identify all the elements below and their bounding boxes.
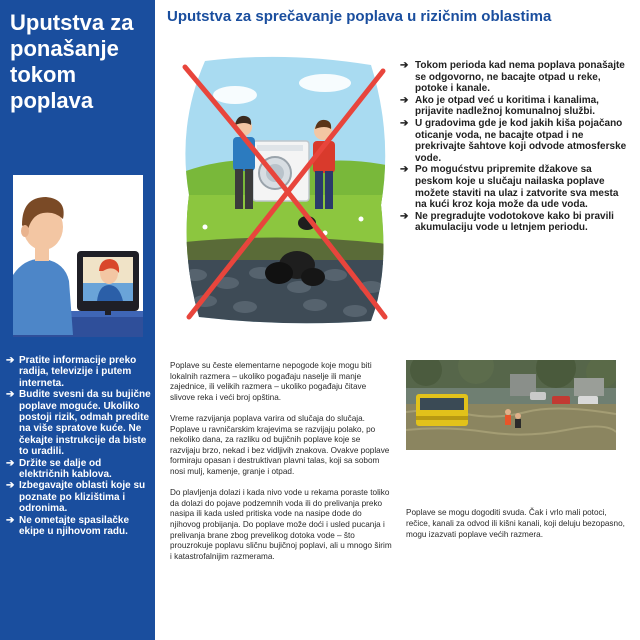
flood-prevention-list xyxy=(400,60,630,234)
list-item-text: Izbegavajte oblasti koje su poznate po klizištima i odronima. xyxy=(19,480,146,515)
list-item xyxy=(6,458,152,481)
list-item-text: Budite svesni da su bujične poplave moguće. Ukoliko postoji rizik, odmah predite na više spratove kuće. Ne čekajte instrukcije da biste to uradili. xyxy=(19,389,151,458)
crossed-out-dumping-image xyxy=(175,55,395,325)
list-item xyxy=(400,211,630,234)
list-item xyxy=(6,515,152,538)
arrow-right-icon: ➔ xyxy=(6,389,15,401)
list-item-text: U gradovima gde je kod jakih kiša pojačano oticanje voda, ne bacajte otpad i ne prekrivajte šahtove koji odvode atmosferske vode. xyxy=(415,117,627,164)
arrow-right-icon: ➔ xyxy=(400,94,409,106)
waste-dumping-illustration xyxy=(175,55,395,325)
list-item-text: Držite se dalje od električnih kablova. xyxy=(19,457,112,481)
arrow-right-icon: ➔ xyxy=(400,164,409,176)
person-watching-tv-image xyxy=(13,175,143,337)
arrow-right-icon: ➔ xyxy=(400,117,409,129)
sidebar-panel xyxy=(0,0,155,640)
list-item xyxy=(400,60,630,95)
flooded-street-photo xyxy=(406,360,616,450)
list-item xyxy=(6,355,152,389)
list-item-text: Ne ometajte spasilačke ekipe u njihovom radu. xyxy=(19,514,130,538)
arrow-right-icon: ➔ xyxy=(6,514,15,526)
paragraph: Do plavljenja dolazi i kada nivo vode u rekama poraste toliko da dolazi do pojave podzemnih voda ili do prelivanja preko nasipa ili kada usled pritiska vode na nasipe dode do njihovog probijanja. Do poplave može doći i usled pucanja i prelivanja brane zbog prevelikog dotoka vode – što prouzrokuje poplavu sličnu bujičnoj poplavi, ali u mnogo širim i katastrofalnijim razmerama. xyxy=(170,488,392,561)
paragraph: Vreme razvijanja poplava varira od slučaja do slučaja. Poplave u ravničarskim krajevima se razvijaju polako, po nekoliko dana, za razliku od bujičnih poplave koje se razvijaju brzo, nekad i bez vidljivih znakova. Ovakve poplave formiraju opasan i destruktivan plavni talas, koji sa sobom nosi mulj, kamenje, granje i otpad. xyxy=(170,413,390,476)
sidebar-title: Uputstva za ponašanje tokom poplava xyxy=(10,10,134,113)
list-item-text: Tokom perioda kad nema poplava ponašajte se odgovorno, ne bacajte otpad u reke, potoke i kanale. xyxy=(415,60,625,95)
arrow-right-icon: ➔ xyxy=(6,457,15,469)
list-item xyxy=(6,389,152,457)
list-item xyxy=(400,164,630,210)
list-item-text: Ako je otpad već u koritima i kanalima, prijavite nadležnoj komunalnoj službi. xyxy=(415,94,599,118)
paragraph: Poplave su česte elementarne nepogode koje mogu biti lokalnih razmera – ukoliko pogađaju naselje ili manje zajednice, ili velikih razmera – ukoliko pogađaju čitave slivove reka i veći broj opština. xyxy=(170,361,372,402)
list-item xyxy=(400,95,630,118)
photo-caption: Poplave se mogu dogoditi svuda. Čak i vrlo mali potoci, rečice, kanali za odvod ili kišni kanali, koji deluju bezopasno, mogu izazvati poplave većih razmera. xyxy=(406,508,625,539)
page-title: Uputstva za sprečavanje poplava u rizičnim oblastima xyxy=(167,8,552,25)
arrow-right-icon: ➔ xyxy=(6,355,15,366)
list-item xyxy=(400,118,630,164)
list-item xyxy=(6,480,152,514)
flood-behaviour-list xyxy=(6,355,152,538)
tv-watching-illustration xyxy=(13,175,143,337)
list-item-text: Ne pregradujte vodotokove kako bi pravili akumulaciju vode u letnjem periodu. xyxy=(415,210,614,234)
body-text xyxy=(170,361,392,573)
arrow-right-icon: ➔ xyxy=(400,210,409,222)
flooded-bus-image xyxy=(406,360,616,450)
list-item-text: Po mogućstvu pripremite džakove sa peskom koje u slučaju nailaska poplave možete staviti na ulaz i zatvorite sva mesta na kući kroz koja može da ude voda. xyxy=(415,164,619,211)
list-item-text: Pratite informacije preko radija, televizije i putem interneta. xyxy=(19,355,137,389)
arrow-right-icon: ➔ xyxy=(400,60,409,71)
arrow-right-icon: ➔ xyxy=(6,480,15,492)
